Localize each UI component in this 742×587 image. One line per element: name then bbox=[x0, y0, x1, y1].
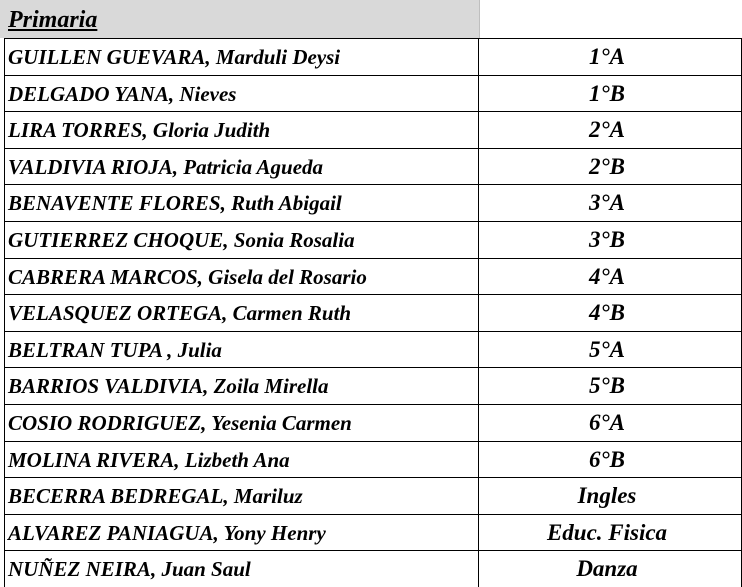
teacher-name-cell[interactable]: GUILLEN GUEVARA, Marduli Deysi bbox=[4, 39, 479, 75]
grade-cell[interactable]: 5°B bbox=[479, 368, 742, 404]
header-row bbox=[0, 0, 742, 38]
teacher-name-cell[interactable]: CABRERA MARCOS, Gisela del Rosario bbox=[4, 259, 479, 295]
teacher-name-cell[interactable]: BELTRAN TUPA , Julia bbox=[4, 332, 479, 368]
table-body bbox=[4, 38, 742, 587]
teacher-name-cell[interactable]: BARRIOS VALDIVIA, Zoila Mirella bbox=[4, 368, 479, 404]
table-row bbox=[4, 221, 742, 258]
teacher-name-cell[interactable]: COSIO RODRIGUEZ, Yesenia Carmen bbox=[4, 405, 479, 441]
grade-cell[interactable]: Educ. Fisica bbox=[479, 515, 742, 551]
table-row bbox=[4, 404, 742, 441]
grade-cell[interactable]: 1°B bbox=[479, 76, 742, 112]
grade-cell[interactable]: 5°A bbox=[479, 332, 742, 368]
grade-cell[interactable]: 6°B bbox=[479, 442, 742, 478]
grade-cell[interactable]: 3°B bbox=[479, 222, 742, 258]
table-row bbox=[4, 441, 742, 478]
table-row bbox=[4, 148, 742, 185]
grade-cell[interactable]: 6°A bbox=[479, 405, 742, 441]
teacher-name-cell[interactable]: BENAVENTE FLORES, Ruth Abigail bbox=[4, 185, 479, 221]
table-row bbox=[4, 477, 742, 514]
teacher-name-cell[interactable]: BECERRA BEDREGAL, Mariluz bbox=[4, 478, 479, 514]
grade-cell[interactable]: 3°A bbox=[479, 185, 742, 221]
teacher-name-cell[interactable]: NUÑEZ NEIRA, Juan Saul bbox=[4, 551, 479, 587]
teacher-name-cell[interactable]: VALDIVIA RIOJA, Patricia Agueda bbox=[4, 149, 479, 185]
grade-cell[interactable]: 2°A bbox=[479, 112, 742, 148]
table-row bbox=[4, 258, 742, 295]
grade-cell[interactable]: Ingles bbox=[479, 478, 742, 514]
teacher-name-cell[interactable]: ALVAREZ PANIAGUA, Yony Henry bbox=[4, 515, 479, 551]
table-row bbox=[4, 367, 742, 404]
table-row bbox=[4, 331, 742, 368]
empty-header-cell[interactable] bbox=[479, 0, 742, 38]
grade-cell[interactable]: Danza bbox=[479, 551, 742, 587]
teacher-name-cell[interactable]: DELGADO YANA, Nieves bbox=[4, 76, 479, 112]
teacher-name-cell[interactable]: GUTIERREZ CHOQUE, Sonia Rosalia bbox=[4, 222, 479, 258]
section-title-cell[interactable] bbox=[0, 0, 479, 38]
table-row bbox=[4, 38, 742, 75]
teacher-name-cell[interactable]: LIRA TORRES, Gloria Judith bbox=[4, 112, 479, 148]
table-row bbox=[4, 550, 742, 587]
grade-cell[interactable]: 4°A bbox=[479, 259, 742, 295]
teacher-name-cell[interactable]: MOLINA RIVERA, Lizbeth Ana bbox=[4, 442, 479, 478]
grade-cell[interactable]: 1°A bbox=[479, 39, 742, 75]
section-title: Primaria bbox=[8, 7, 98, 33]
teacher-name-cell[interactable]: VELASQUEZ ORTEGA, Carmen Ruth bbox=[4, 295, 479, 331]
table-row bbox=[4, 184, 742, 221]
grade-cell[interactable]: 2°B bbox=[479, 149, 742, 185]
table-row bbox=[4, 514, 742, 551]
table-row bbox=[4, 294, 742, 331]
grade-cell[interactable]: 4°B bbox=[479, 295, 742, 331]
table-row bbox=[4, 75, 742, 112]
table-row bbox=[4, 111, 742, 148]
